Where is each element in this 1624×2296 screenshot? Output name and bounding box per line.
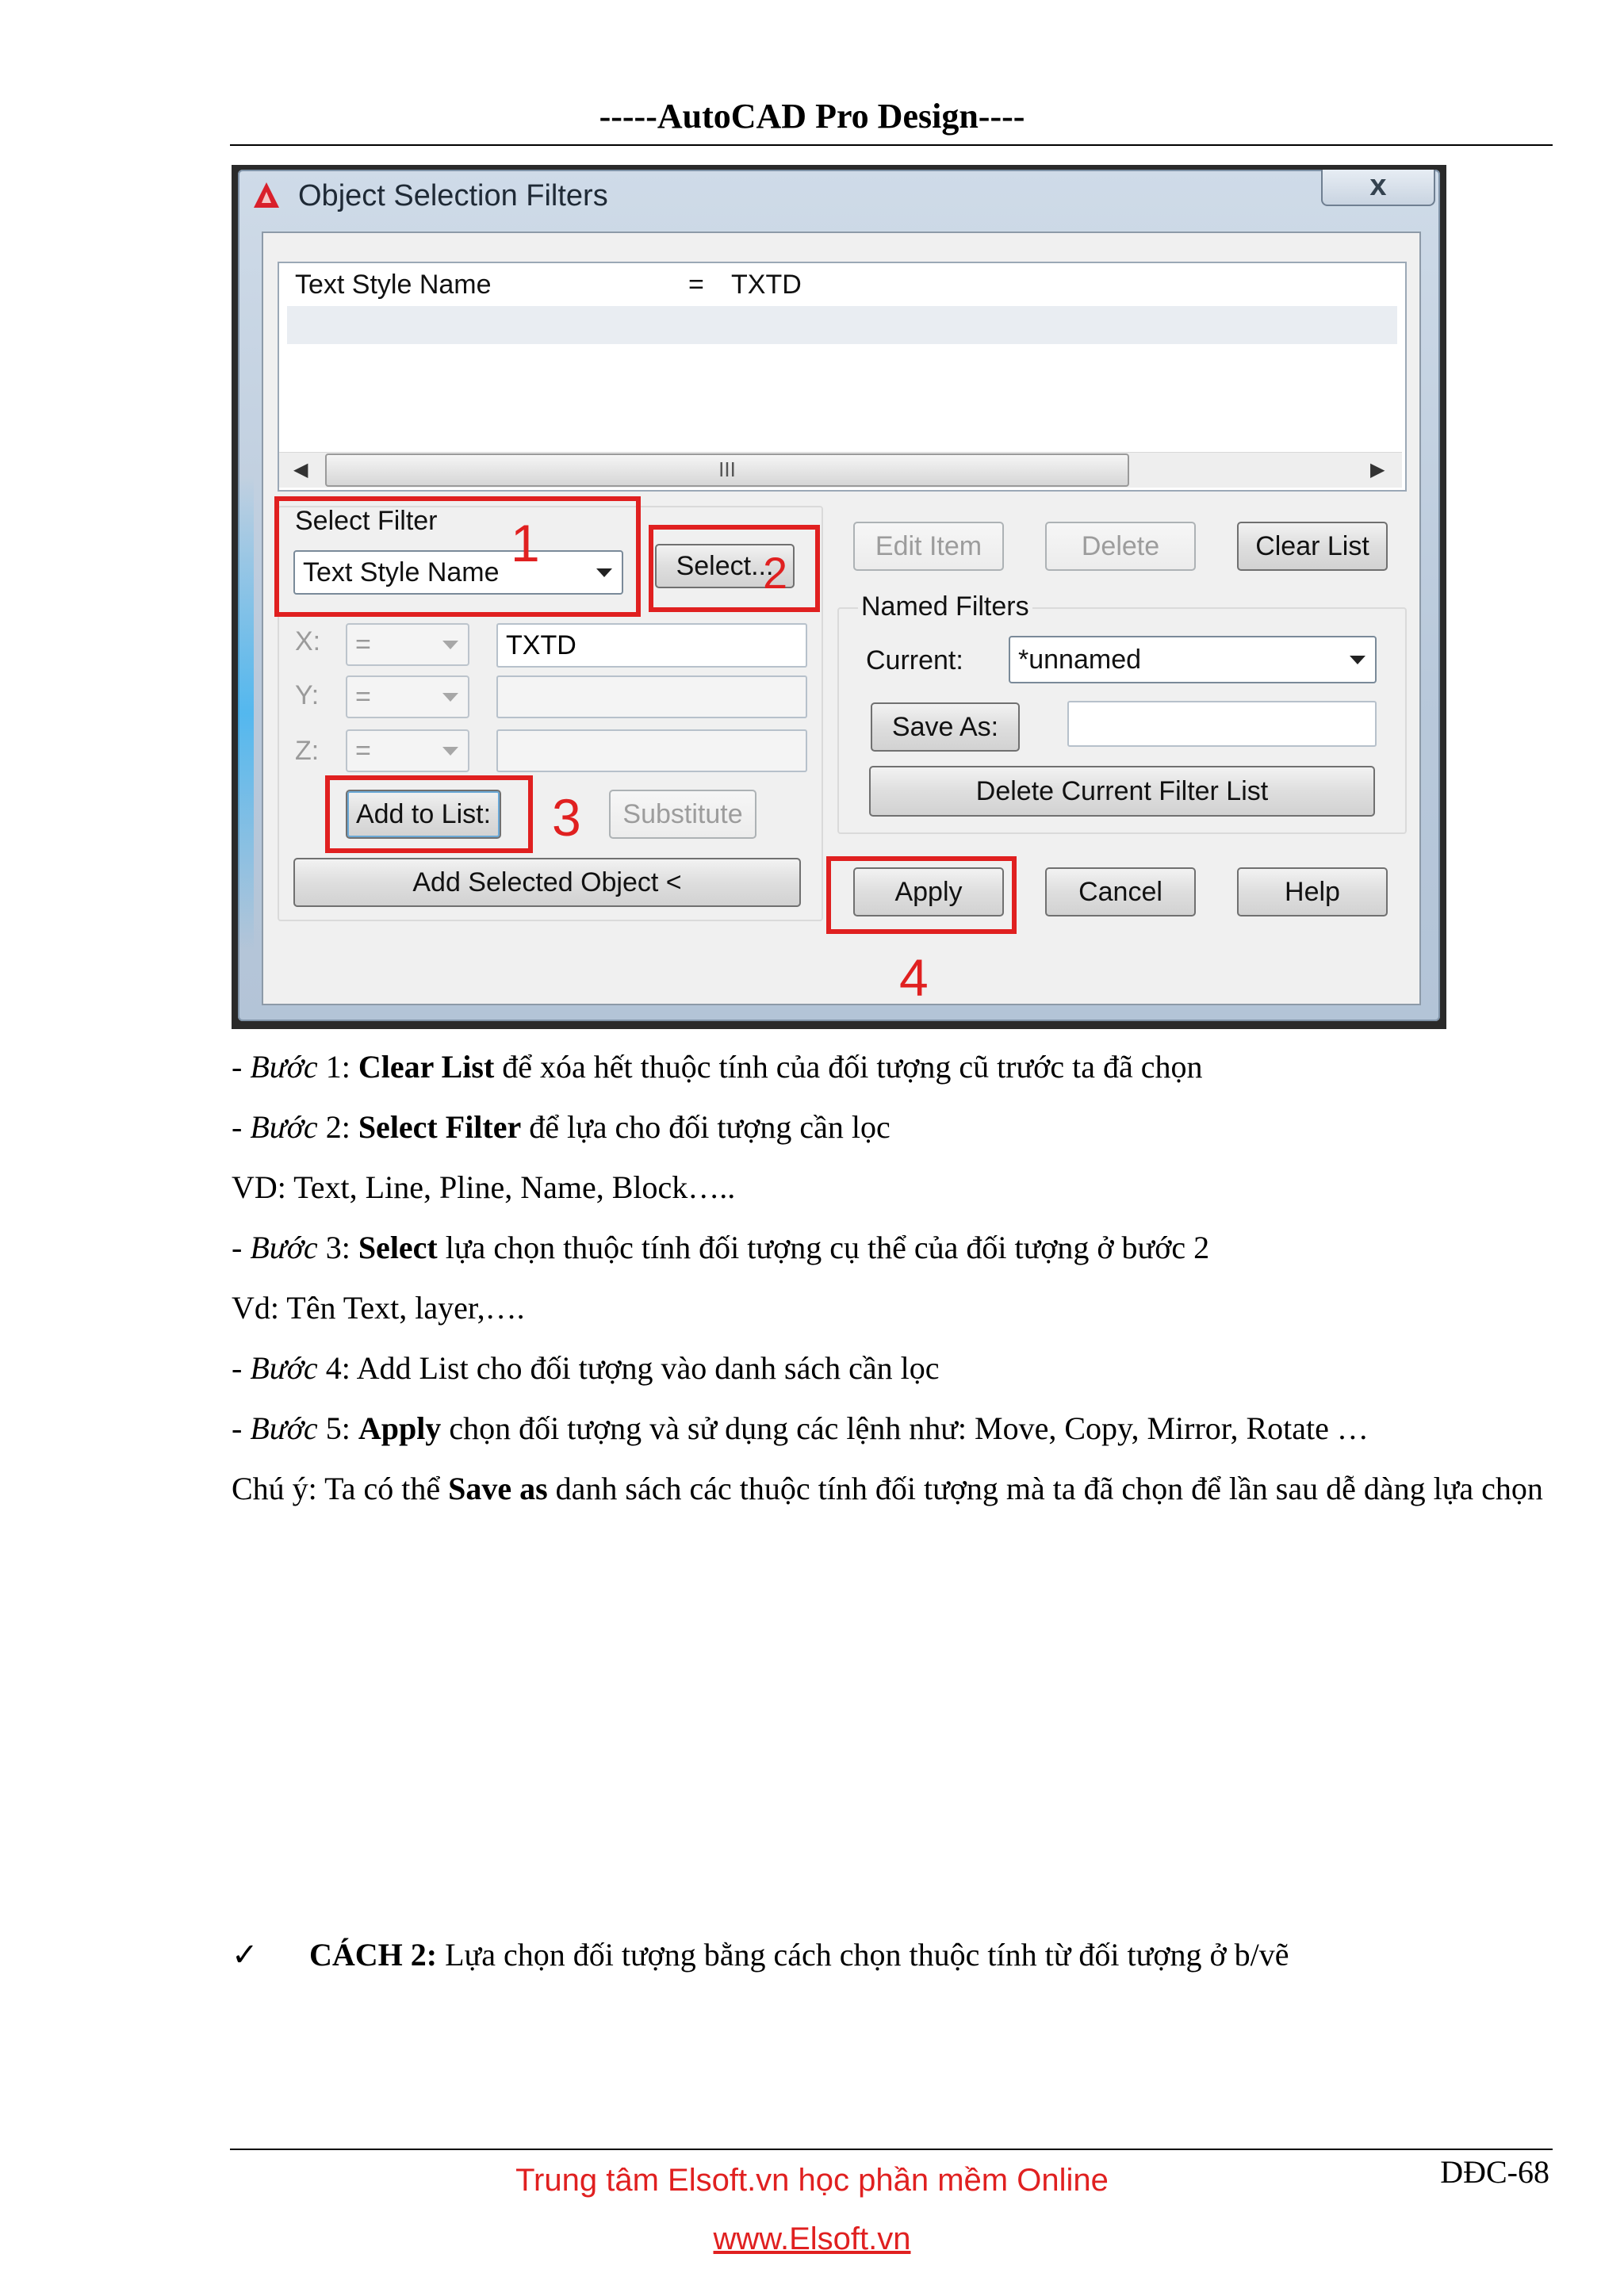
note-bold: Save as [448, 1471, 548, 1506]
step-4-num: 4: [317, 1350, 357, 1386]
add-to-list-button[interactable]: Add to List: [346, 790, 501, 839]
example-2: Vd: Tên Text, layer,…. [232, 1290, 525, 1326]
save-as-input[interactable] [1067, 701, 1377, 747]
select-filter-value: Text Style Name [303, 557, 500, 587]
z-label: Z: [295, 736, 320, 766]
step-5-bold: Apply [358, 1410, 442, 1446]
step-1-bold: Clear List [358, 1049, 495, 1085]
step-4-prefix: - [232, 1350, 251, 1386]
step-2-text: để lựa cho đối tượng cần lọc [521, 1109, 891, 1145]
z-operator-value: = [355, 736, 371, 766]
cancel-button[interactable]: Cancel [1045, 867, 1196, 916]
method-2-check-icon: ✓ [232, 1937, 259, 1973]
note-prefix: Chú ý: Ta có thể [232, 1471, 449, 1506]
apply-button[interactable]: Apply [853, 867, 1004, 916]
method-2-text: Lựa chọn đối tượng bằng cách chọn thuộc tính từ đối tượng ở b/vẽ [437, 1937, 1289, 1973]
step-1-num: 1: [317, 1049, 358, 1085]
step-3-bold: Select [358, 1230, 438, 1265]
delete-button[interactable]: Delete [1045, 522, 1196, 571]
current-label: Current: [866, 645, 963, 675]
callout-box-2 [649, 525, 820, 612]
substitute-button[interactable]: Substitute [609, 790, 756, 839]
list-row-blank [287, 306, 1397, 344]
select-filter-label: Select Filter [295, 506, 438, 536]
callout-number-2: 2 [763, 548, 788, 598]
list-row-operator: = [688, 270, 704, 300]
chevron-down-icon [442, 641, 458, 649]
dialog-glow [238, 476, 254, 951]
chevron-down-icon [442, 693, 458, 702]
edit-item-button[interactable]: Edit Item [853, 522, 1004, 571]
x-operator-dropdown[interactable] [346, 623, 469, 666]
step-3-prefix: - [232, 1230, 251, 1265]
named-filters-label: Named Filters [858, 591, 1032, 622]
step-4-text: Add List cho đối tượng vào danh sách cần lọc [356, 1350, 940, 1386]
z-operator-dropdown[interactable] [346, 729, 469, 772]
step-1-text: để xóa hết thuộc tính của đối tượng cũ trước ta đã chọn [494, 1049, 1203, 1085]
step-2-label: Bước [250, 1109, 318, 1145]
chevron-down-icon [442, 747, 458, 756]
x-value-input[interactable]: TXTD [496, 623, 807, 668]
list-row-name: Text Style Name [295, 270, 492, 300]
step-1-prefix: - [232, 1049, 251, 1085]
callout-box-3 [325, 775, 533, 853]
clear-list-button[interactable]: Clear List [1237, 522, 1388, 571]
note-text: danh sách các thuộc tính đối tượng mà ta đã chọn để lần sau dễ dàng lựa chọn [547, 1471, 1543, 1506]
scroll-right-icon[interactable]: ▶ [1370, 459, 1385, 480]
close-button[interactable]: x [1321, 170, 1435, 206]
step-1-label: Bước [250, 1049, 318, 1085]
help-button[interactable]: Help [1237, 867, 1388, 916]
autocad-logo-icon [252, 181, 281, 209]
step-5-num: 5: [317, 1410, 358, 1446]
current-filter-dropdown[interactable] [1009, 636, 1377, 683]
x-operator-value: = [355, 629, 371, 660]
callout-number-1: 1 [511, 514, 540, 572]
y-value-input[interactable] [496, 675, 807, 718]
callout-number-3: 3 [552, 788, 581, 847]
step-4 [232, 1348, 939, 1389]
list-row-value: TXTD [731, 270, 802, 300]
callout-box-1 [274, 496, 641, 617]
dialog-title: Object Selection Filters [298, 179, 608, 212]
note-paragraph [232, 1468, 1548, 1510]
y-operator-dropdown[interactable] [346, 675, 469, 718]
step-5-prefix: - [232, 1410, 251, 1446]
example-1: VD: Text, Line, Pline, Name, Block….. [232, 1169, 736, 1205]
page-header-title: -----AutoCAD Pro Design---- [599, 97, 1025, 136]
footer-center-text: Trung tâm Elsoft.vn học phần mềm Online [515, 2163, 1109, 2198]
y-operator-value: = [355, 682, 371, 712]
z-value-input[interactable] [496, 729, 807, 772]
x-label: X: [295, 626, 321, 656]
step-4-label: Bước [250, 1350, 318, 1386]
callout-box-4 [826, 856, 1017, 934]
step-5-text: chọn đối tượng và sử dụng các lệnh như: Move, Copy, Mirror, Rotate … [441, 1410, 1369, 1446]
scroll-thumb[interactable]: III [325, 453, 1129, 487]
delete-current-filter-list-button[interactable]: Delete Current Filter List [869, 766, 1375, 817]
select-button[interactable]: Select... [655, 544, 795, 588]
step-3-text: lựa chọn thuộc tính đối tượng cụ thể của đối tượng ở bước 2 [437, 1230, 1210, 1265]
header-rule [230, 144, 1553, 146]
step-2 [232, 1107, 891, 1148]
method-2-line [309, 1934, 1289, 1976]
step-2-prefix: - [232, 1109, 251, 1145]
step-3-label: Bước [250, 1230, 318, 1265]
callout-number-4: 4 [899, 948, 929, 1007]
step-3 [232, 1227, 1209, 1269]
method-2-bold: CÁCH 2: [309, 1937, 438, 1973]
y-label: Y: [295, 680, 320, 710]
step-2-bold: Select Filter [358, 1109, 522, 1145]
scroll-left-icon[interactable]: ◀ [293, 459, 308, 480]
current-filter-value: *unnamed [1018, 645, 1142, 675]
save-as-button[interactable]: Save As: [871, 702, 1020, 752]
step-1 [232, 1047, 1202, 1088]
step-5 [232, 1408, 1369, 1449]
step-5-label: Bước [250, 1410, 318, 1446]
chevron-down-icon [1350, 656, 1365, 664]
footer-rule [230, 2149, 1553, 2150]
step-3-num: 3: [317, 1230, 358, 1265]
page-number: DĐC-68 [1440, 2154, 1549, 2190]
add-selected-object-button[interactable]: Add Selected Object < [293, 858, 801, 907]
footer-website-link[interactable]: www.Elsoft.vn [713, 2221, 911, 2256]
step-2-num: 2: [317, 1109, 358, 1145]
